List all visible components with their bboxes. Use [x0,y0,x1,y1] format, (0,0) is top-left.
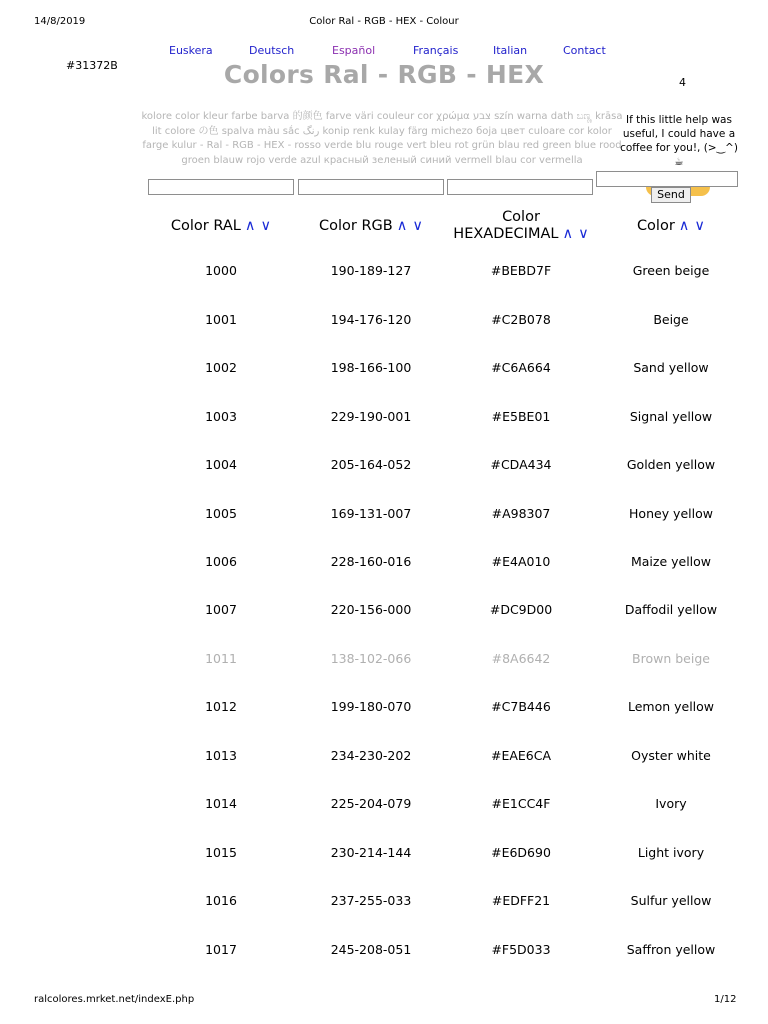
rgb-cell: 220-156-000 [330,602,412,617]
hex-cell: #DC9D00 [489,602,553,617]
nav-link-euskera[interactable]: Euskera [169,44,213,57]
rgb-cell: 198-166-100 [330,360,412,375]
rgb-cell: 225-204-079 [330,796,412,811]
color-name-cell: Maize yellow [630,554,712,569]
sort-descending-icon[interactable]: ∨ [260,217,272,234]
color-name-cell: Saffron yellow [626,942,716,957]
table-row [146,748,746,768]
sort-descending-icon[interactable]: ∨ [694,217,706,234]
print-title: Color Ral - RGB - HEX - Colour [309,16,459,27]
ral-cell: 1004 [205,457,237,472]
rgb-cell: 228-160-016 [330,554,412,569]
color-name-cell: Lemon yellow [627,699,715,714]
column-header-rgb [296,208,446,244]
column-header-ral [146,208,296,244]
filter-ral-input[interactable] [148,179,294,195]
sort-ascending-icon[interactable]: ∧ [678,217,690,234]
ral-cell: 1001 [205,312,237,327]
footer-url: ralcolores.mrket.net/indexE.php [34,994,195,1005]
hex-cell: #C7B446 [491,699,551,714]
ral-cell: 1011 [205,651,237,666]
column-label-hex: Color HEXADECIMAL [453,209,559,242]
color-name-cell: Beige [653,312,689,327]
rgb-cell: 190-189-127 [330,263,412,278]
print-header [0,16,768,32]
sort-ascending-icon[interactable]: ∧ [244,217,256,234]
sort-descending-icon[interactable]: ∨ [412,217,423,234]
nav-link-contact[interactable]: Contact [563,44,606,57]
ral-cell: 1016 [205,893,237,908]
hex-cell: #E6D690 [491,845,551,860]
color-name-cell: Green beige [632,263,710,278]
table-row [146,312,746,332]
page-number: 1/12 [714,994,737,1005]
ral-cell: 1006 [205,554,237,569]
table-row [146,845,746,865]
ral-cell: 1007 [205,602,237,617]
filter-rgb-input[interactable] [298,179,444,195]
color-name-cell: Sulfur yellow [630,893,712,908]
rgb-cell: 138-102-066 [330,651,412,666]
table-row [146,651,746,671]
sort-descending-icon[interactable]: ∨ [578,226,589,242]
ral-cell: 1012 [205,699,237,714]
nav-link-francais[interactable]: Français [413,44,459,57]
table-row [146,409,746,429]
table-row [146,360,746,380]
rgb-cell: 245-208-051 [330,942,412,957]
print-date: 14/8/2019 [34,16,86,27]
ral-cell: 1013 [205,748,237,763]
filter-hex-input[interactable] [447,179,593,195]
rgb-cell: 237-255-033 [330,893,412,908]
ral-cell: 1014 [205,796,237,811]
hex-cell: #EAE6CA [490,748,552,763]
table-row [146,554,746,574]
rgb-cell: 169-131-007 [330,506,412,521]
hex-cell: #C2B078 [491,312,551,327]
rgb-cell: 199-180-070 [330,699,412,714]
hex-cell: #A98307 [491,506,551,521]
sort-ascending-icon[interactable]: ∧ [562,226,574,242]
hex-cell: #BEBD7F [490,263,552,278]
ral-cell: 1003 [205,409,237,424]
ral-cell: 1002 [205,360,237,375]
item-count: 4 [679,76,686,89]
hex-cell: #CDA434 [490,457,552,472]
nav-link-italian[interactable]: Italian [493,44,528,57]
hex-cell: #EDFF21 [491,893,551,908]
keyword-text: kolore color kleur farbe barva 的颜色 farve väri couleur cor χρώμα צבע szín warna dath ಬಣ್ಣ krāsa lit colore の色 spalva màu sắc رنگ konip renk kulay färg michezo боја цвет culoare cor kolor farge kulur - Ral - RGB - HEX - rosso verde blu rouge vert bleu rot grün blau red green blue rood groen blauw rojo verde azul красный зеленый синий vermell blau cor vermella [141,111,623,166]
color-name-cell: Ivory [655,796,687,811]
nav-link-deutsch[interactable]: Deutsch [249,44,295,57]
color-name-cell: Golden yellow [626,457,716,472]
color-name-cell: Sand yellow [633,360,709,375]
rgb-cell: 234-230-202 [330,748,412,763]
hex-cell: #E4A010 [491,554,551,569]
send-button[interactable]: Send [651,187,691,203]
table-row [146,457,746,477]
color-name-cell: Light ivory [637,845,705,860]
ral-cell: 1017 [205,942,237,957]
table-row [146,942,746,962]
column-label-color: Color [636,217,675,234]
nav-link-espanol[interactable]: Español [332,44,376,57]
color-name-cell: Signal yellow [629,409,713,424]
table-row [146,699,746,719]
column-label-rgb: Color RGB [319,217,393,234]
filter-color-name-input[interactable] [596,171,738,187]
column-header-color [596,208,746,244]
ral-cell: 1005 [205,506,237,521]
sort-ascending-icon[interactable]: ∧ [396,217,408,234]
rgb-cell: 194-176-120 [330,312,412,327]
hex-cell: #8A6642 [491,651,551,666]
page-title: Colors Ral - RGB - HEX [223,60,545,89]
rgb-cell: 230-214-144 [330,845,412,860]
table-row [146,263,746,283]
hex-cell: #C6A664 [491,360,551,375]
color-name-cell: Honey yellow [629,506,713,521]
coffee-message: If this little help was useful, I could have a coffee for you!, (>‿^)☕ [620,114,738,168]
color-name-cell: Daffodil yellow [624,602,718,617]
hex-cell: #F5D033 [491,942,551,957]
hex-cell: #E1CC4F [491,796,551,811]
language-nav [140,44,620,58]
ral-cell: 1000 [205,263,237,278]
table-row [146,893,746,913]
table-row [146,506,746,526]
ral-cell: 1015 [205,845,237,860]
table-row [146,602,746,622]
color-name-cell: Oyster white [631,748,711,763]
column-header-hex [446,208,596,244]
rgb-cell: 205-164-052 [330,457,412,472]
table-row [146,796,746,816]
hex-cell: #E5BE01 [491,409,551,424]
color-name-cell: Brown beige [632,651,710,666]
rgb-cell: 229-190-001 [330,409,412,424]
hex-code-label: #31372B [66,59,118,72]
column-label-ral: Color RAL [170,217,241,234]
